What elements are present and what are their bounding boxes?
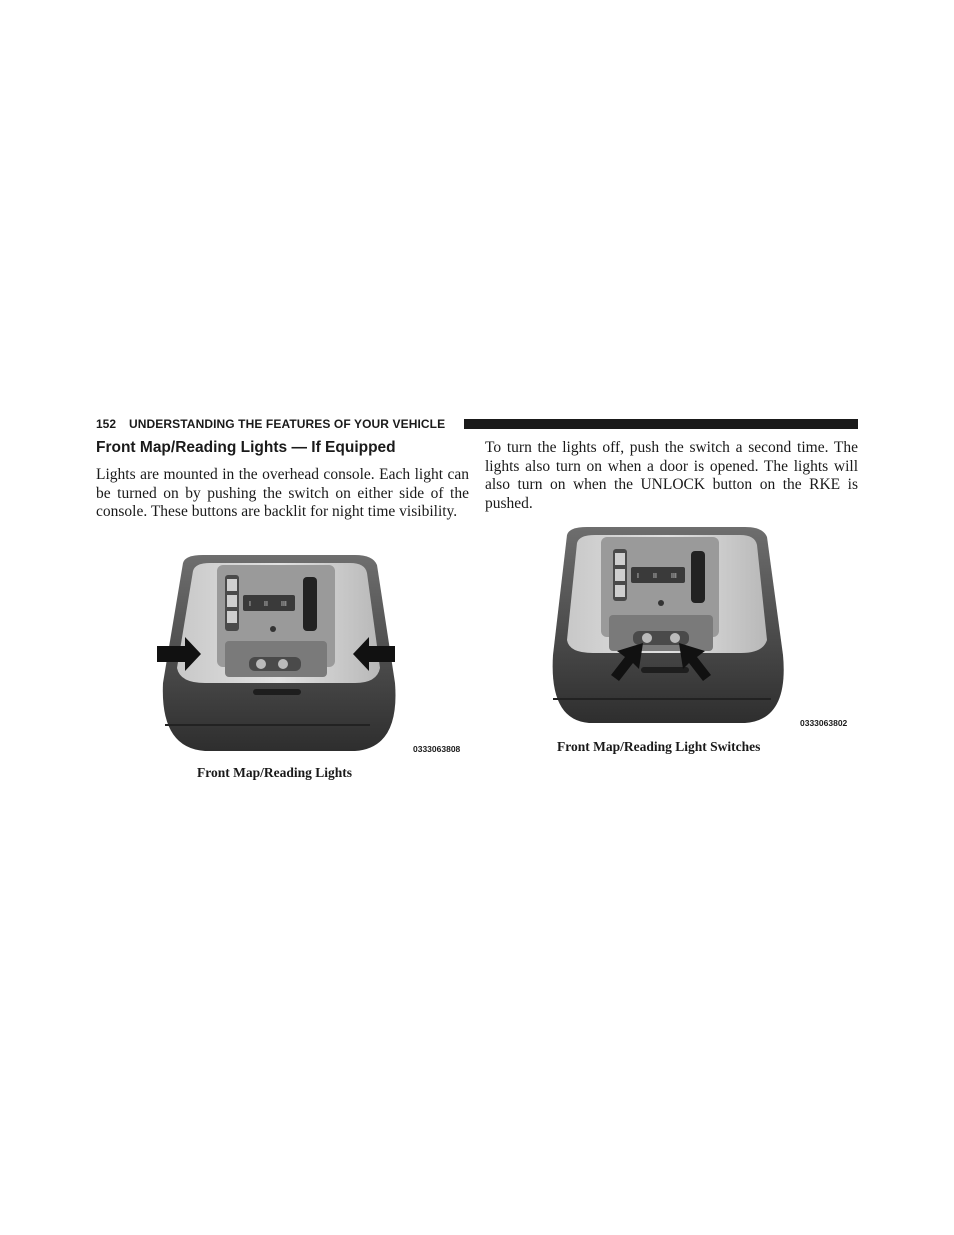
button-label-i: I xyxy=(249,601,251,608)
switch-label-iii: III xyxy=(671,573,677,580)
overhead-console-illustration xyxy=(155,553,400,753)
button-label-iii: III xyxy=(281,601,287,608)
section-heading: Front Map/Reading Lights — If Equipped xyxy=(96,439,396,456)
section-title: UNDERSTANDING THE FEATURES OF YOUR VEHICLE xyxy=(129,417,446,431)
page-number: 152 xyxy=(96,417,117,431)
figure-caption: Front Map/Reading Light Switches xyxy=(557,739,761,754)
page-header xyxy=(96,416,858,432)
figure-code: 0333063808 xyxy=(413,744,461,754)
switch-label-ii: II xyxy=(653,573,657,580)
header-bar xyxy=(464,419,858,429)
light-switches-illustration xyxy=(545,525,789,725)
switch-label-i: I xyxy=(637,573,639,580)
figure-caption: Front Map/Reading Lights xyxy=(197,765,353,780)
button-label-ii: II xyxy=(264,601,268,608)
paragraph-right: To turn the lights off, push the switch a second time. The lights also turn on when a door is opened. The lights will also turn on when the UNLOCK button on the RKE is pushed. xyxy=(485,439,858,513)
paragraph-left: Lights are mounted in the overhead console. Each light can be turned on by pushing the switch on either side of the console. These buttons are backlit for night time visibility. xyxy=(96,466,469,521)
figure-code: 0333063802 xyxy=(800,718,848,728)
